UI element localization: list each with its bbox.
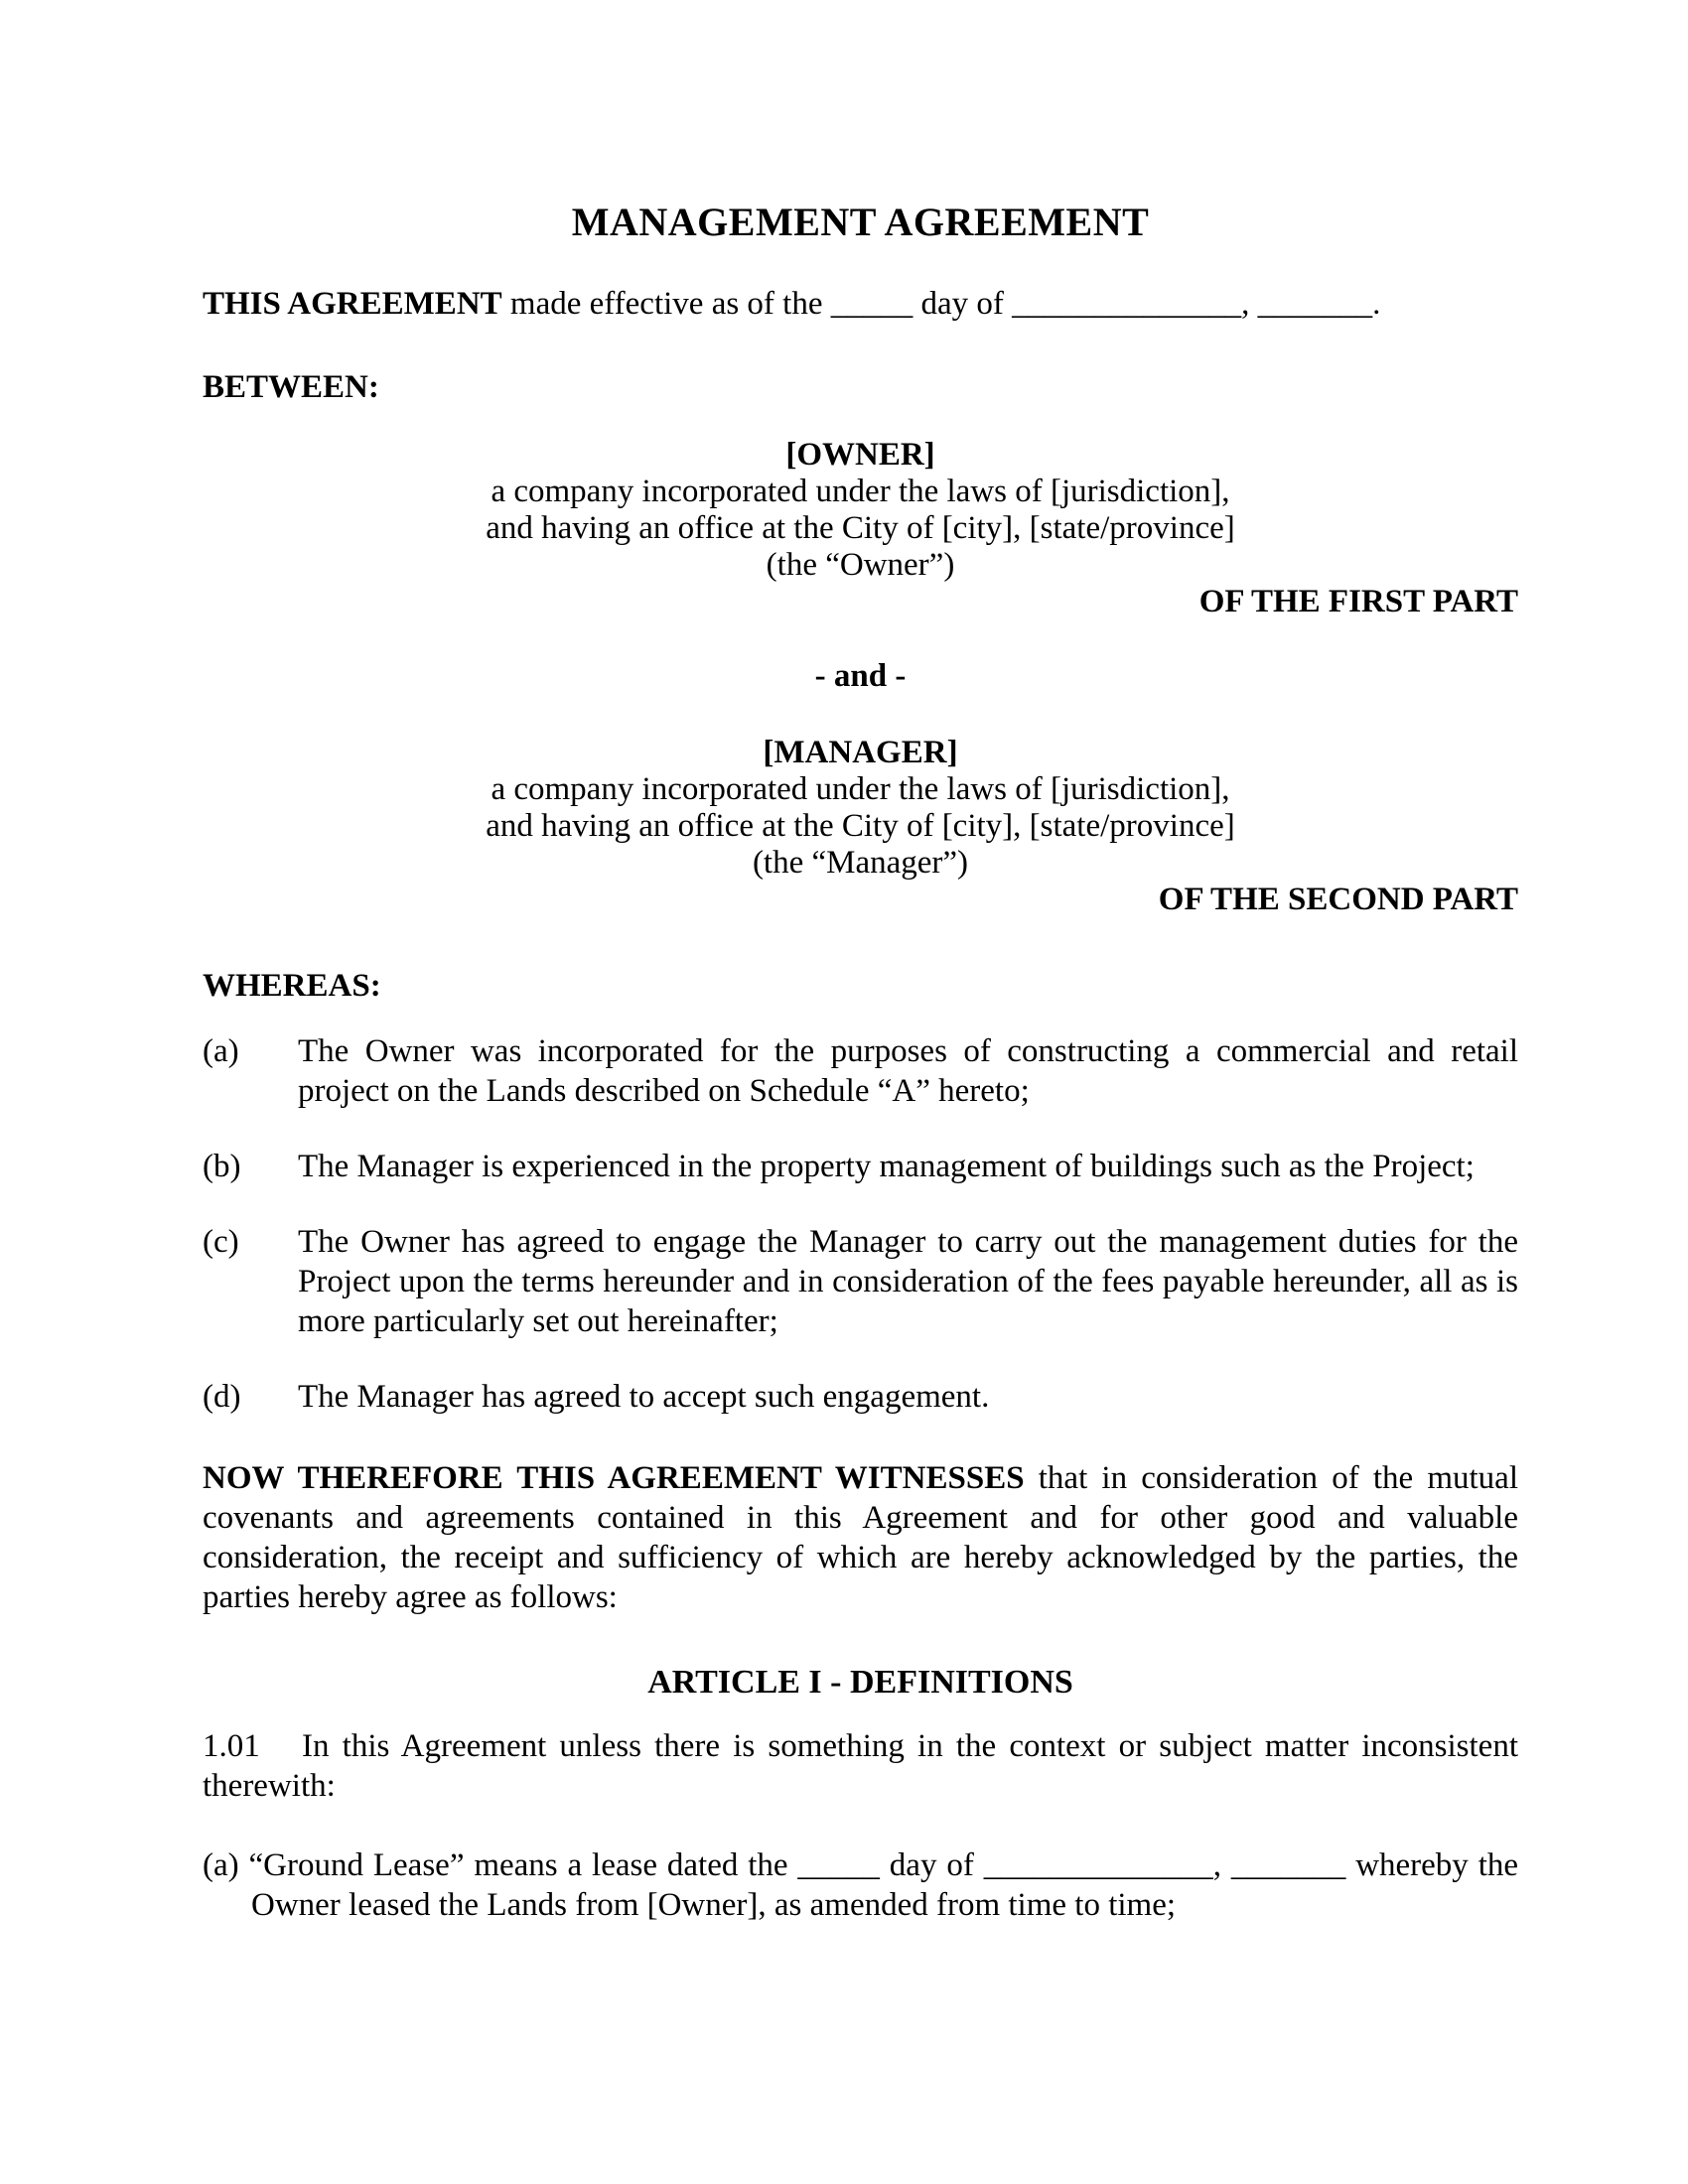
recital-a-label: (a) xyxy=(203,1033,239,1069)
manager-incorporation-line: a company incorporated under the laws of [jurisdiction], xyxy=(491,771,1230,807)
intro-bold-lead: THIS AGREEMENT xyxy=(203,286,502,322)
and-separator: - and - xyxy=(814,658,907,694)
second-part-designation: OF THE SECOND PART xyxy=(1158,882,1518,917)
section-1-01-paragraph xyxy=(203,1726,1518,1806)
whereas-label: WHEREAS: xyxy=(203,968,381,1004)
owner-name: [OWNER] xyxy=(785,437,935,473)
definition-ground-lease xyxy=(203,1845,1518,1925)
recital-c-text: The Owner has agreed to engage the Manager to carry out the management duties for the Project upon the terms hereunder and in consideration of the fees payable hereunder, all as is more particularly set out hereinafter; xyxy=(298,1224,1518,1339)
recital-d xyxy=(203,1377,1518,1417)
definition-a-spacer xyxy=(239,1847,249,1883)
definition-a-text: “Ground Lease” means a lease dated the _____ day of ______________, _______ whereby the Owner leased the Lands from [Owner], as amended from time to time; xyxy=(248,1847,1519,1923)
recital-c xyxy=(203,1222,1518,1341)
now-therefore-paragraph xyxy=(203,1458,1518,1617)
recital-b-label: (b) xyxy=(203,1149,241,1184)
owner-office-line: and having an office at the City of [city], [state/province] xyxy=(486,510,1235,546)
recital-c-label: (c) xyxy=(203,1224,239,1260)
manager-office-line: and having an office at the City of [city], [state/province] xyxy=(486,808,1235,844)
section-1-01-text: In this Agreement unless there is something in the context or subject matter inconsistent therewith: xyxy=(203,1728,1518,1804)
manager-party-block xyxy=(203,735,1518,918)
recital-a-text: The Owner was incorporated for the purposes of constructing a commercial and retail project on the Lands described on Schedule “A” hereto; xyxy=(298,1033,1518,1109)
intro-paragraph xyxy=(203,284,1518,324)
definition-a-label: (a) xyxy=(203,1847,239,1883)
owner-incorporation-line: a company incorporated under the laws of [jurisdiction], xyxy=(491,474,1230,509)
owner-party-block xyxy=(203,437,1518,620)
recital-b xyxy=(203,1147,1518,1186)
section-1-01-number: 1.01 xyxy=(203,1728,260,1764)
article-1-heading: ARTICLE I - DEFINITIONS xyxy=(647,1664,1073,1701)
recital-a xyxy=(203,1031,1518,1111)
recital-b-text: The Manager is experienced in the property management of buildings such as the Project; xyxy=(298,1149,1475,1184)
document-title: MANAGEMENT AGREEMENT xyxy=(571,200,1150,244)
owner-defined-term: (the “Owner”) xyxy=(766,547,955,583)
intro-text: made effective as of the _____ day of ______________, _______. xyxy=(501,286,1381,322)
recital-d-label: (d) xyxy=(203,1379,241,1415)
first-part-designation: OF THE FIRST PART xyxy=(1198,584,1518,619)
between-label: BETWEEN: xyxy=(203,369,379,405)
manager-defined-term: (the “Manager”) xyxy=(752,845,969,881)
now-therefore-text: that in consideration of the mutual covenants and agreements contained in this Agreement and for other good and valuable consideration, the receipt and sufficiency of which are hereby acknowledged by the parties, the parties hereby agree as follows: xyxy=(203,1460,1518,1615)
now-therefore-bold-lead: NOW THEREFORE THIS AGREEMENT WITNESSES xyxy=(203,1460,1025,1496)
recital-d-text: The Manager has agreed to accept such engagement. xyxy=(298,1379,990,1415)
manager-name: [MANAGER] xyxy=(763,735,958,770)
